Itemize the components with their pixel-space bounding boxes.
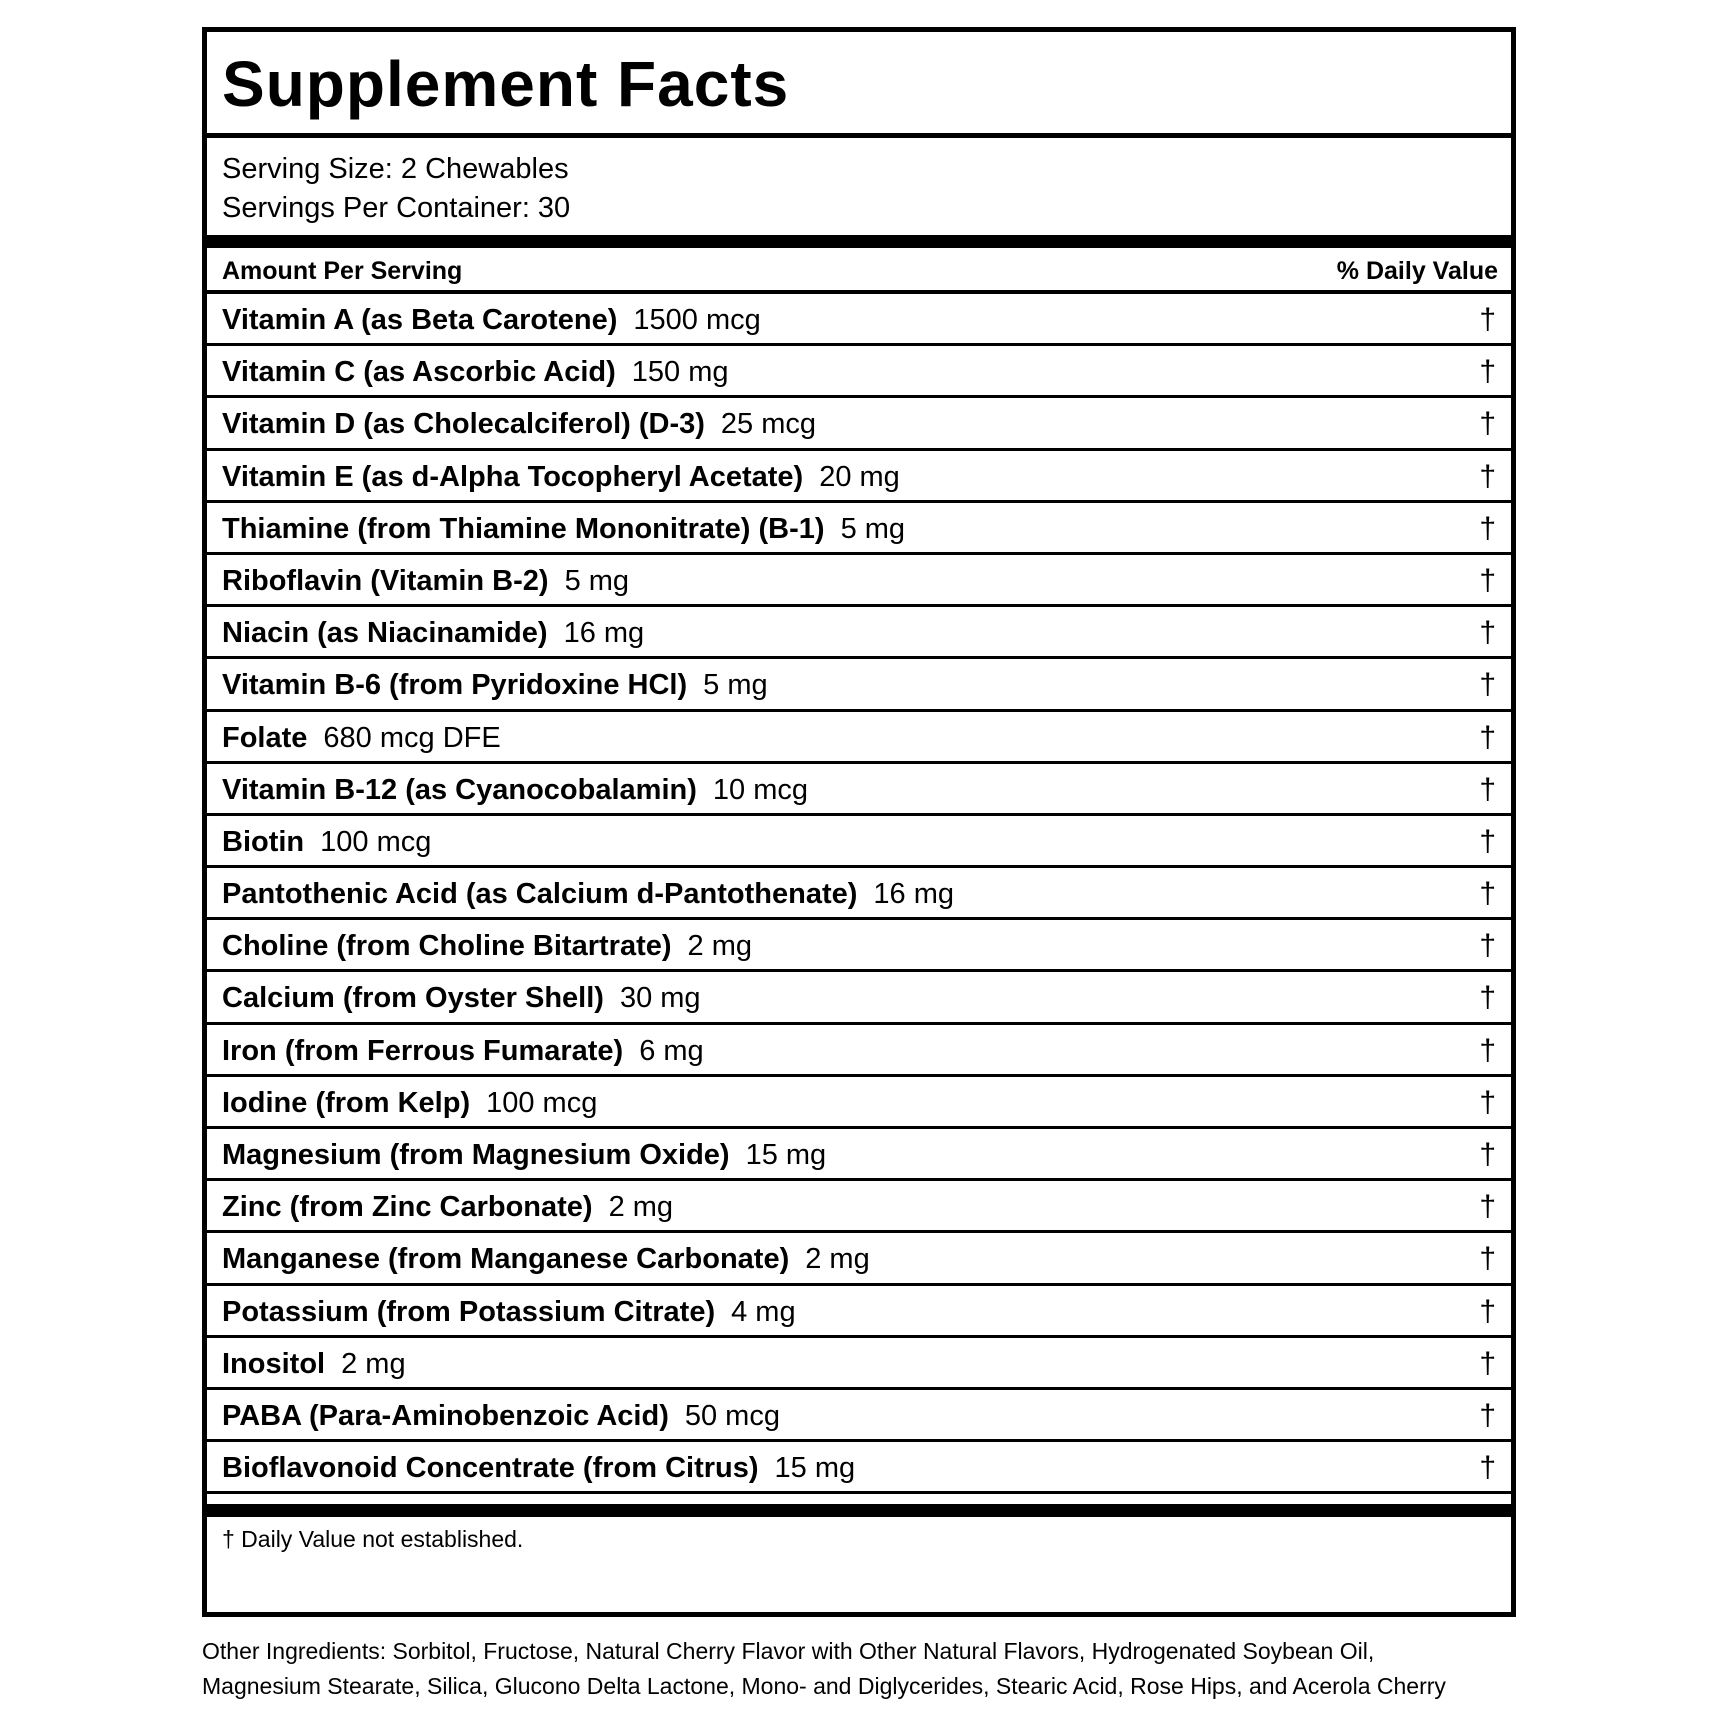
nutrient-line — [222, 1138, 826, 1172]
nutrient-amount: 150 mg — [631, 356, 729, 389]
nutrient-row — [207, 972, 1511, 1024]
nutrient-row — [207, 1286, 1511, 1338]
nutrient-name: Riboflavin (Vitamin B-2) — [222, 564, 549, 597]
nutrient-amount: 20 mg — [819, 460, 900, 493]
amount-header-row — [207, 248, 1511, 292]
nutrient-name: Vitamin B-12 (as Cyanocobalamin) — [222, 773, 697, 806]
other-ingredients-line: Magnesium Stearate, Silica, Glucono Delta Lactone, Mono- and Diglycerides, Stearic Acid, Rose Hips, and Acerola Cherry — [202, 1673, 1446, 1699]
daily-value-dagger: † — [1479, 459, 1496, 493]
nutrient-name: Manganese (from Manganese Carbonate) — [222, 1243, 790, 1276]
daily-value-dagger: † — [1479, 877, 1496, 911]
daily-value-dagger: † — [1479, 1138, 1496, 1171]
nutrient-name: Biotin — [222, 825, 305, 858]
daily-value-dagger: † — [1479, 720, 1496, 754]
daily-value-dagger: † — [1479, 303, 1496, 336]
nutrient-name: Calcium (from Oyster Shell) — [222, 982, 604, 1015]
daily-value-dagger: † — [1479, 1346, 1496, 1380]
nutrient-name: Folate — [222, 721, 308, 754]
nutrient-name: Vitamin C (as Ascorbic Acid) — [222, 356, 616, 389]
nutrient-line — [222, 616, 644, 650]
nutrient-row — [207, 1025, 1511, 1077]
nutrient-row — [207, 555, 1511, 607]
daily-value-dagger: † — [1479, 929, 1496, 963]
nutrient-name: Pantothenic Acid (as Calcium d-Pantothenate) — [222, 878, 858, 911]
nutrient-name: Iodine (from Kelp) — [222, 1086, 471, 1119]
nutrient-line — [222, 825, 431, 859]
daily-value-dagger: † — [1479, 981, 1496, 1015]
nutrient-line — [222, 407, 816, 441]
nutrient-row — [207, 1129, 1511, 1181]
nutrient-name: Magnesium (from Magnesium Oxide) — [222, 1139, 730, 1171]
nutrient-name: Iron (from Ferrous Fumarate) — [222, 1034, 624, 1067]
nutrient-name: Zinc (from Zinc Carbonate) — [222, 1191, 593, 1224]
daily-value-dagger: † — [1479, 1398, 1496, 1432]
nutrient-line — [222, 773, 808, 807]
nutrient-amount: 15 mg — [745, 1139, 827, 1171]
nutrient-line — [222, 1086, 597, 1120]
nutrient-row — [207, 1338, 1511, 1390]
nutrient-line — [222, 1451, 855, 1485]
thick-rule-top — [207, 235, 1511, 248]
nutrient-name: Bioflavonoid Concentrate (from Citrus) — [222, 1452, 759, 1485]
daily-value-header: % Daily Value — [1336, 257, 1498, 285]
nutrient-row — [207, 1181, 1511, 1233]
daily-value-dagger: † — [1479, 355, 1496, 389]
nutrient-row — [207, 607, 1511, 659]
nutrient-name: Vitamin E (as d-Alpha Tocopheryl Acetate) — [222, 460, 804, 493]
nutrient-line — [222, 877, 954, 911]
daily-value-dagger: † — [1479, 407, 1496, 441]
panel-title: Supplement Facts — [222, 48, 790, 120]
serving-size: Serving Size: 2 Chewables — [222, 153, 569, 185]
nutrient-name: Thiamine (from Thiamine Mononitrate) (B-1) — [222, 512, 825, 545]
nutrient-line — [222, 355, 729, 389]
nutrient-row — [207, 294, 1511, 346]
daily-value-dagger: † — [1479, 1033, 1496, 1067]
footnote: † Daily Value not established. — [222, 1526, 524, 1552]
nutrient-row — [207, 868, 1511, 920]
daily-value-dagger: † — [1479, 511, 1496, 545]
nutrient-row — [207, 1442, 1511, 1494]
daily-value-dagger: † — [1479, 1242, 1496, 1276]
nutrient-row — [207, 816, 1511, 868]
nutrient-row — [207, 659, 1511, 711]
nutrient-row — [207, 503, 1511, 555]
nutrient-row — [207, 1077, 1511, 1129]
nutrient-line — [222, 303, 761, 337]
supplement-facts-panel — [202, 27, 1516, 1617]
nutrient-line — [222, 721, 501, 755]
nutrient-name: Choline (from Choline Bitartrate) — [222, 930, 672, 963]
nutrient-amount: 680 mcg DFE — [323, 721, 501, 754]
nutrient-line — [222, 460, 900, 494]
nutrient-amount: 5 mg — [703, 669, 768, 702]
nutrient-amount: 1500 mcg — [633, 304, 761, 336]
servings-per-container: Servings Per Container: 30 — [222, 192, 571, 224]
nutrient-amount: 100 mcg — [486, 1086, 598, 1119]
daily-value-dagger: † — [1479, 1451, 1496, 1485]
nutrient-name: Vitamin A (as Beta Carotene) — [222, 304, 618, 336]
nutrient-amount: 4 mg — [731, 1295, 796, 1328]
nutrient-line — [222, 1190, 673, 1224]
daily-value-dagger: † — [1479, 1085, 1496, 1119]
nutrient-amount: 16 mg — [873, 878, 955, 911]
daily-value-dagger: † — [1479, 1294, 1496, 1328]
nutrient-line — [222, 668, 768, 702]
nutrient-amount: 25 mcg — [720, 408, 817, 441]
nutrient-row — [207, 1233, 1511, 1285]
nutrient-amount: 15 mg — [774, 1452, 856, 1485]
daily-value-dagger: † — [1479, 772, 1496, 806]
nutrient-name: Vitamin D (as Cholecalciferol) (D-3) — [222, 408, 705, 441]
daily-value-dagger: † — [1479, 824, 1496, 858]
nutrient-name: PABA (Para-Aminobenzoic Acid) — [222, 1399, 669, 1432]
title-area — [207, 32, 1511, 133]
nutrient-line — [222, 1347, 406, 1381]
nutrient-amount: 2 mg — [805, 1243, 870, 1276]
nutrient-amount: 10 mcg — [712, 773, 808, 806]
nutrient-line — [222, 1242, 870, 1276]
nutrient-name: Potassium (from Potassium Citrate) — [222, 1295, 716, 1328]
thick-rule-bottom — [207, 1504, 1511, 1517]
nutrient-line — [222, 981, 701, 1015]
nutrient-row — [207, 346, 1511, 398]
rule-under-title — [207, 133, 1511, 138]
nutrient-line — [222, 1034, 704, 1068]
nutrient-line — [222, 1399, 780, 1433]
nutrient-row — [207, 1390, 1511, 1442]
other-ingredients — [202, 1634, 1522, 1704]
nutrient-name: Inositol — [222, 1347, 326, 1380]
daily-value-dagger: † — [1479, 668, 1496, 702]
nutrient-amount: 30 mg — [619, 982, 701, 1015]
nutrient-amount: 5 mg — [564, 564, 630, 597]
nutrient-amount: 6 mg — [639, 1034, 704, 1067]
nutrient-name: Niacin (as Niacinamide) — [222, 617, 548, 650]
nutrient-line — [222, 1295, 796, 1329]
nutrient-line — [222, 929, 752, 963]
nutrient-amount: 2 mg — [341, 1347, 406, 1380]
nutrient-amount: 50 mcg — [684, 1399, 780, 1432]
other-ingredients-line: Other Ingredients: Sorbitol, Fructose, Natural Cherry Flavor with Other Natural Flavors, Hydrogenated Soybean Oil, — [202, 1638, 1375, 1664]
amount-per-serving-header: Amount Per Serving — [222, 257, 463, 285]
nutrient-amount: 100 mcg — [320, 825, 432, 858]
nutrient-line — [222, 512, 905, 546]
nutrient-line — [222, 564, 629, 598]
nutrient-amount: 5 mg — [840, 512, 906, 545]
nutrient-amount: 2 mg — [687, 930, 752, 963]
nutrient-name: Vitamin B-6 (from Pyridoxine HCl) — [222, 669, 688, 702]
nutrient-amount: 2 mg — [608, 1191, 674, 1224]
nutrient-row — [207, 764, 1511, 816]
nutrient-row — [207, 712, 1511, 764]
serving-info — [222, 150, 570, 228]
nutrient-row — [207, 920, 1511, 972]
daily-value-dagger: † — [1479, 616, 1496, 650]
nutrient-row — [207, 398, 1511, 450]
nutrient-list — [207, 294, 1511, 1494]
daily-value-dagger: † — [1479, 1190, 1496, 1224]
daily-value-dagger: † — [1479, 563, 1496, 597]
nutrient-amount: 16 mg — [563, 617, 645, 650]
nutrient-row — [207, 451, 1511, 503]
